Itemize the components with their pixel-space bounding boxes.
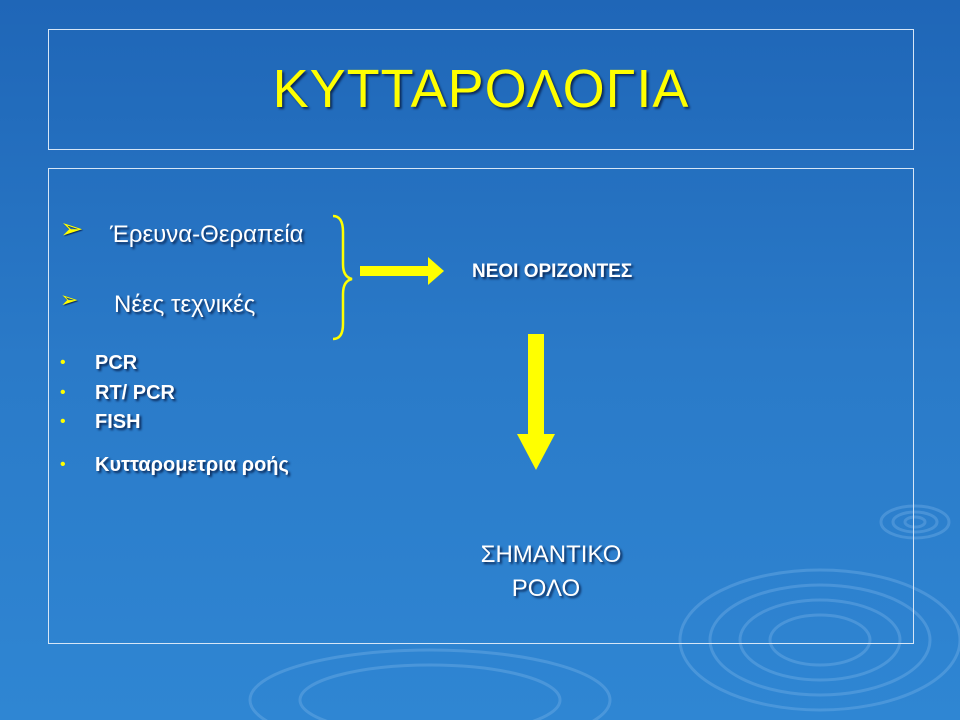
- down-arrow-icon: [517, 334, 555, 470]
- arrow-bullet-icon: ➢: [60, 213, 84, 244]
- important-label: ΣΗΜΑΝΤΙΚΟ: [480, 541, 622, 568]
- bullet-dot-icon: •: [60, 456, 66, 473]
- arrow-bullet-icon: ➢: [60, 287, 79, 312]
- technique-item: FISH: [95, 411, 141, 433]
- bullet-dot-icon: •: [60, 413, 66, 430]
- right-arrow-icon: [360, 257, 444, 285]
- new-horizons-label: ΝΕΟΙ ΟΡΙΖΟΝΤΕΣ: [472, 261, 633, 282]
- main-point-techniques: Νέες τεχνικές: [114, 291, 256, 318]
- bullet-dot-icon: •: [60, 354, 66, 371]
- technique-item: RT/ PCR: [95, 382, 175, 404]
- role-label: ΡΟΛΟ: [511, 575, 581, 602]
- technique-item: Κυτταρομετρια ροής: [95, 454, 289, 476]
- technique-item: PCR: [95, 352, 138, 374]
- brace-icon: [333, 216, 352, 339]
- bullet-dot-icon: •: [60, 384, 66, 401]
- slide-title: ΚΥΤΤΑΡΟΛΟΓΙΑ: [272, 59, 690, 119]
- main-point-research: Έρευνα-Θεραπεία: [110, 221, 304, 248]
